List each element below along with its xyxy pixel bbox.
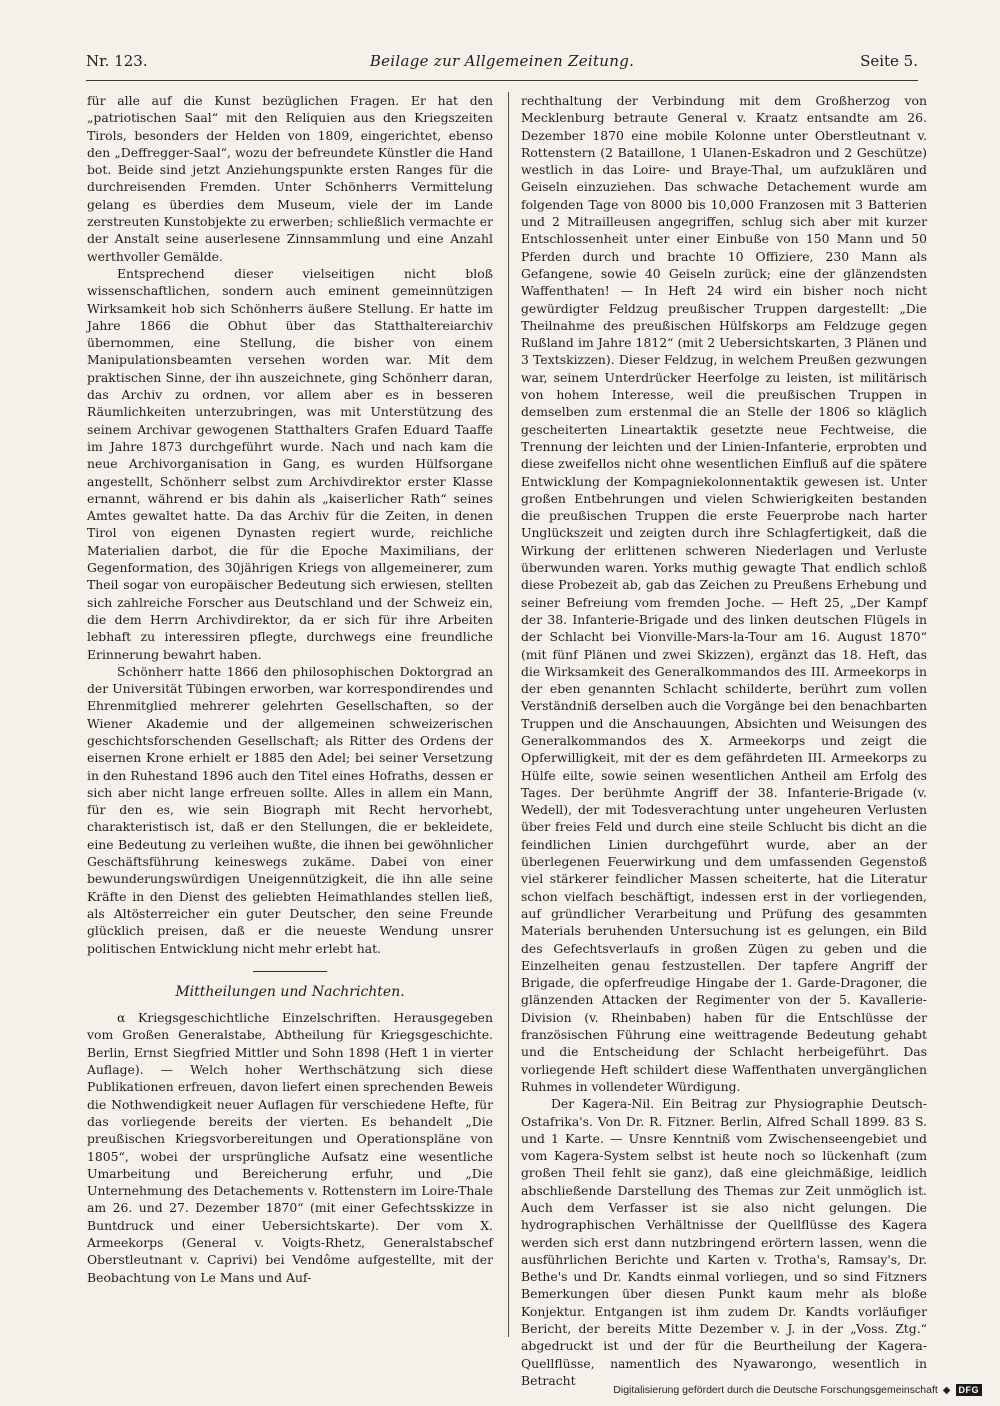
page-number: Seite 5.: [860, 52, 918, 70]
section-separator: [253, 971, 327, 972]
column-divider: [508, 92, 509, 1337]
footer-credit: Digitalisierung gefördert durch die Deutsche Forschungsgemeinschaft: [613, 1384, 938, 1396]
article-paragraph: für alle auf die Kunst bezüglichen Fragen. Er hat den „patriotischen Saal“ mit den Reliquien aus den Kriegszeiten Tirols, besonders der Helden von 1809, eingerichtet, ebenso den „Deffregger-Saal“, wozu der befreundete Künstler die Hand bot. Beide sind jetzt Anziehungspunkte ersten Ranges für die durchreisenden Fremden. Unter Schönherrs Vermittelung gelang es überdies dem Museum, viele der im Lande zerstreuten Kunstobjekte zu erwerben; schließlich vermachte er der Anstalt seine auserlesene Zinnsammlung und eine Anzahl werthvoller Gemälde.: [87, 93, 493, 264]
issue-number: Nr. 123.: [86, 52, 148, 70]
news-item-paragraph: α Kriegsgeschichtliche Einzelschriften. Herausgegeben vom Großen Generalstabe, Abtheilung für Kriegsgeschichte. Berlin, Ernst Siegfried Mittler und Sohn 1898 (Heft 1 in vierter Auflage). — Welch hoher Werthschätzung sich diese Publikationen erfreuen, davon liefert einen sprechenden Beweis die Nothwendigkeit neuer Auflagen für verschiedene Hefte, für das vorliegende bereits der vierten. Es behandelt „Die preußischen Kriegsvorbereitungen und Operationspläne von 1805“, wobei der ursprüngliche Aufsatz eine wesentliche Umarbeitung und Bereicherung erfuhr, und „Die Unternehmung des Detachements v. Rottenstern im Loire-Thale am 26. und 27. Dezember 1870“ (mit einer Gefechtsskizze in Buntdruck und einer Uebersichtskarte). Der vom X. Armeekorps (General v. Voigts-Rhetz, Generalstabschef Oberstleutnant v. Caprivi) bei Vendôme aufgestellte, mit der Beobachtung von Le Mans und Auf-: [87, 1010, 493, 1285]
article-paragraph: Entsprechend dieser vielseitigen nicht bloß wissenschaftlichen, sondern auch eminent gemeinnützigen Wirksamkeit hob sich Schönherrs äußere Stellung. Er hatte im Jahre 1866 die Obhut über das Statthaltereiarchiv übernommen, eine Stellung, die bisher von einem Manipulationsbeamten versehen worden war. Mit dem praktischen Sinne, der ihn auszeichnete, ging Schönherr daran, das Archiv zu ordnen, vor allem aber es in besseren Räumlichkeiten unterzubringen, was mit Unterstützung des seinem Archivar gewogenen Statthalters Grafen Eduard Taaffe im Jahre 1873 durchgeführt wurde. Nach und nach kam die neue Archivorganisation in Gang, es wurden Hülfsorgane angestellt, Schönherr selbst zum Archivdirektor erster Klasse ernannt, während er bis dahin als „kaiserlicher Rath“ seines Amtes gewaltet hatte. Da das Archiv für die Zeiten, in denen Tirol von eigenen Dynasten regiert wurde, reichliche Materialien darbot, die für die Epoche Maximilians, der Gegenformation, des 30jährigen Kriegs von allgemeinerer, zum Theil sogar von europäischer Bedeutung sich erwiesen, stellten sich zahlreiche Forscher aus Deutschland und der Schweiz ein, die dem Herrn Archivdirektor, da er sich für ihre Arbeiten lebhaft zu interessiren pflegte, durchwegs eine freundliche Erinnerung bewahrt haben.: [87, 265, 493, 662]
article-paragraph: Schönherr hatte 1866 den philosophischen Doktorgrad an der Universität Tübingen erworben, war korrespondirendes und Ehrenmitglied mehrerer gelehrten Gesellschaften, so der Wiener Akademie und der allgemeinen schweizerischen geschichtsforschenden Gesellschaft; als Ritter des Ordens der eisernen Krone erhielt er 1885 den Adel; bei seiner Versetzung in den Ruhestand 1896 auch den Titel eines Hofraths, dessen er sich aber nicht lange erfreuen sollte. Alles in allem ein Mann, für den es, wie sein Biograph mit Recht hervorhebt, charakteristisch ist, daß er den Stellungen, die er bekleidete, eine Bedeutung zu verleihen wußte, die ihnen bei gewöhnlicher Geschäftsführung keineswegs zukäme. Dabei von einer bewunderungswürdigen Uneigennützigkeit, die ihn alle seine Kräfte in den Dienst des geliebten Heimathlandes stellen ließ, als Altösterreicher ein guter Deutscher, den seine Freunde glücklich preisen, daß er die neueste Wendung unsrer politischen Entwicklung nicht mehr erlebt hat.: [87, 663, 493, 956]
section-heading: Mittheilungen und Nachrichten.: [175, 983, 405, 1000]
header-rule: [86, 80, 918, 81]
diamond-icon: ◆: [942, 1384, 951, 1396]
digitization-footer: [613, 1381, 982, 1399]
news-item-paragraph: Der Kagera-Nil. Ein Beitrag zur Physiographie Deutsch-Ostafrika's. Von Dr. R. Fitzner. Berlin, Alfred Schall 1899. 83 S. und 1 Karte. — Unsre Kenntniß vom Zwischenseengebiet und vom Kagera-System selbst ist heute noch so lückenhaft (zum großen Theil fehlt sie ganz), daß eine gleichmäßige, leidlich abschließende Darstellung des Themas zur Zeit unmöglich ist. Auch dem Verfasser ist sie also nicht gelungen. Die hydrographischen Verhältnisse der Quellflüsse des Kagera werden sich erst dann nutzbringend erörtern lassen, wenn die ausführlichen Berichte und Karten v. Trotha's, Ramsay's, Dr. Bethe's und Dr. Kandts einmal vorliegen, und so sind Fitzners Bemerkungen über diesen Punkt kaum mehr als bloße Konjektur. Entgangen ist ihm zudem Dr. Kandts vorläufiger Bericht, der bereits Mitte Dezember v. J. in der „Voss. Ztg.“ abgedruckt ist und der für die Beurtheilung der Kagera-Quellflüsse, namentlich des Nyawarongo, wesentlich in Betracht: [521, 1096, 927, 1388]
dfg-logo: DFG: [956, 1384, 983, 1396]
left-column: [87, 92, 493, 1286]
publication-title: Beilage zur Allgemeinen Zeitung.: [369, 52, 635, 70]
news-item-paragraph: rechthaltung der Verbindung mit dem Großherzog von Mecklenburg betraute General v. Kraatz entsandte am 26. Dezember 1870 eine mobile Kolonne unter Oberstleutnant v. Rottenstern (2 Bataillone, 1 Ulanen-Eskadron und 2 Geschütze) westlich in das Loire- und Braye-Thal, um aufzuklären und Geiseln einzuziehen. Das schwache Detachement wurde am folgenden Tage von 8000 bis 10,000 Franzosen mit 3 Batterien und 2 Mitrailleusen angegriffen, schlug sich aber mit kurzer Entschlossenheit unter einer Einbuße von 150 Mann und 50 Pferden durch und brachte 10 Offiziere, 230 Mann als Gefangene, sowie 40 Geiseln zurück; eine der glänzendsten Waffenthaten! — In Heft 24 wird ein bisher noch nicht gewürdigter Feldzug preußischer Truppen dargestellt: „Die Theilnahme des preußischen Hülfskorps am Feldzuge gegen Rußland im Jahre 1812“ (mit 2 Uebersichtskarten, 3 Plänen und 3 Textskizzen). Dieser Feldzug, in welchem Preußen gezwungen war, seinem Unterdrücker Heerfolge zu leisten, ist militärisch von hohem Interesse, weil die preußischen Truppen in demselben zum erstenmal die an Stelle der 1806 so kläglich gescheiterten Lineartaktik gesetzte neue Fechtweise, die Trennung der leichten und der Linien-Infanterie, erprobten und diese zweifellos nicht ohne wesentlichen Einfluß auf die spätere Entwicklung der Kompagniekolonnentaktik gewesen ist. Unter großen Entbehrungen und vielen Schwierigkeiten bestanden die preußischen Truppen die erste Feuerprobe nach harter Unglückszeit und zeigten durch ihre Schlagfertigkeit, daß die Wirkung der erlittenen schweren Niederlagen und Verluste überwunden waren. Yorks muthig gewagte That endlich schloß diese Probezeit ab, gab das Zeichen zu Preußens Erhebung und seiner Befreiung vom fremden Joche. — Heft 25, „Der Kampf der 38. Infanterie-Brigade und des linken deutschen Flügels in der Schlacht bei Vionville-Mars-la-Tour am 16. August 1870“ (mit fünf Plänen und zwei Skizzen), ergänzt das 18. Heft, das die Wirksamkeit des Generalkommandos des III. Armeekorps in der eben genannten Schlacht schilderte, berührt zum vollen Verständniß derselben auch die Vorgänge bei den benachbarten Truppen und die Anschauungen, Absichten und Weisungen des Generalkommandos des X. Armeekorps und zeigt die Opferwilligkeit, mit der es dem gefährdeten III. Armeekorps zu Hülfe eilte, sowie seinen wesentlichen Antheil am Erfolg des Tages. Der berühmte Angriff der 38. Infanterie-Brigade (v. Wedell), der mit Todesverachtung unter ungeheuren Verlusten über freies Feld und durch eine steile Schlucht bis dicht an die feindlichen Linien durchgeführt wurde, aber an der überlegenen Feuerwirkung und dem umfassenden Gegenstoß viel stärkerer feindlicher Massen scheiterte, hat die Literatur schon vielfach beschäftigt, indessen erst in der vorliegenden, auf gründlicher Verarbeitung und Prüfung des gesammten Materials beruhenden Untersuchung ist es gelungen, ein Bild des Gefechtsverlaufs in großen Zügen zu geben und die Einzelheiten genau festzustellen. Der tapfere Angriff der Brigade, die opferfreudige Hingabe der 1. Garde-Dragoner, die glänzenden Attacken der Regimenter von der 5. Kavallerie-Division (v. Rheinbaben) haben für die Entschlüsse der französischen Führung eine weittragende Bedeutung gehabt und die Entscheidung der Schlacht herbeigeführt. Das vorliegende Heft schildert diese Waffenthaten unvergänglichen Ruhmes in vollendeter Würdigung.: [521, 93, 927, 1094]
right-column: [521, 92, 927, 1389]
page-header: [86, 52, 918, 78]
